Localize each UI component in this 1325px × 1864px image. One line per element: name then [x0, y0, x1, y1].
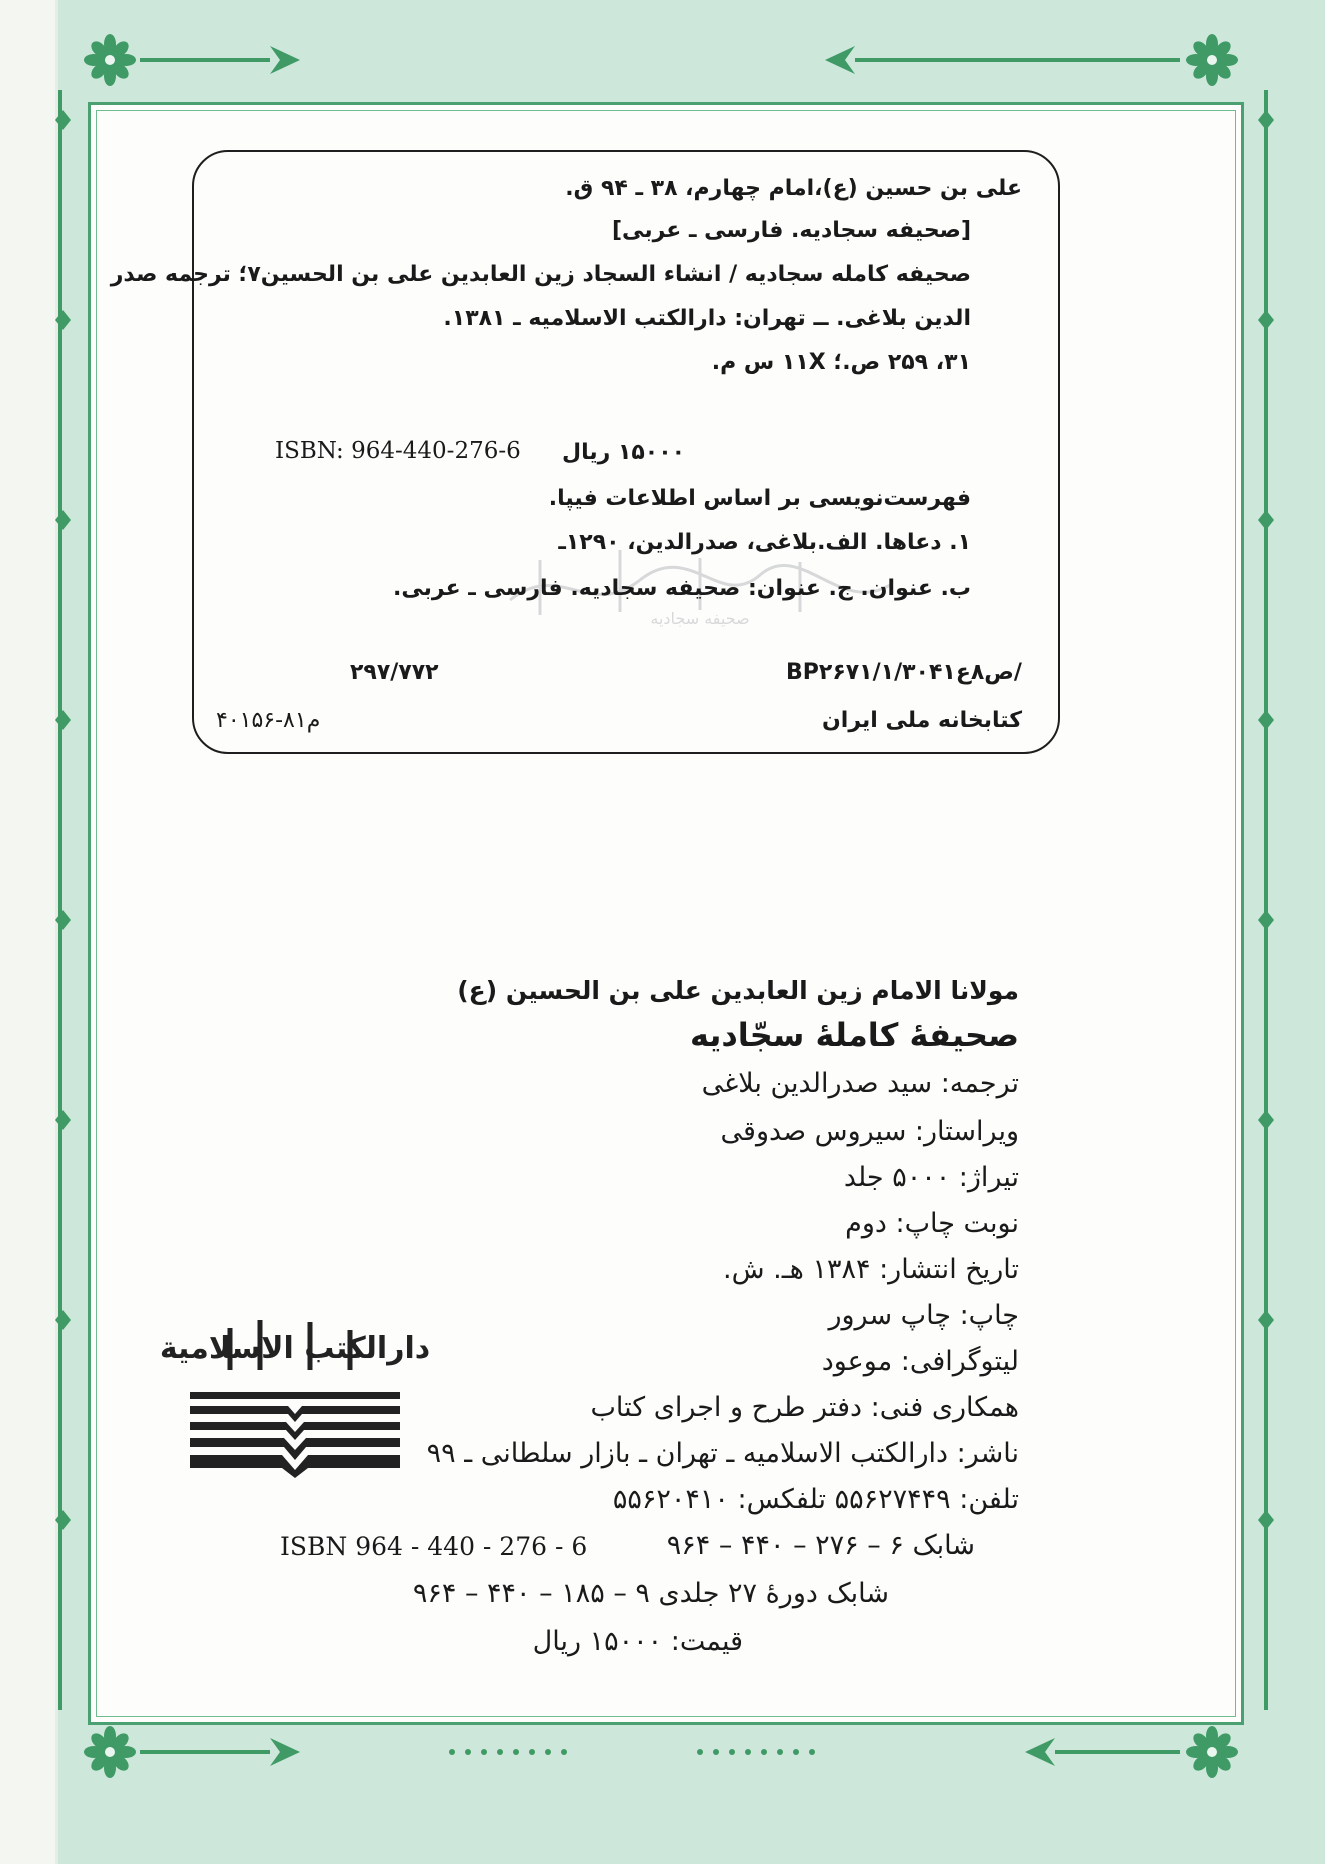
colophon-author: مولانا الامام زین العابدین علی بن الحسین (ع): [457, 976, 1019, 1005]
colophon-lithography: لیتوگرافی: موعود: [821, 1346, 1019, 1377]
catalog-subject-2: ب. عنوان. ج. عنوان: صحیفه سجادیه. فارسی ـ عربی.: [393, 576, 971, 601]
colophon-circulation: تیراژ: ۵۰۰۰ جلد: [843, 1162, 1019, 1193]
publisher-logo-text: دارالکتب الاسلامیة: [159, 1331, 431, 1366]
catalog-imprint-line: الدین بلاغی. ــ تهران: دارالکتب الاسلامیه ـ ۱۳۸۱.: [443, 306, 971, 331]
colophon-price: قیمت: ۱۵۰۰۰ ریال: [532, 1626, 743, 1657]
colophon-translator: ترجمه: سید صدرالدین بلاغی: [701, 1068, 1019, 1099]
colophon-technical: همکاری فنی: دفتر طرح و اجرای کتاب: [590, 1392, 1019, 1423]
colophon-publisher: ناشر: دارالکتب الاسلامیه ـ تهران ـ بازار سلطانی ـ ۹۹: [426, 1438, 1019, 1469]
colophon-phone: تلفن: ۵۵۶۲۷۴۴۹ تلفکس: ۵۵۶۲۰۴۱۰: [612, 1484, 1019, 1515]
catalog-library: کتابخانه ملی ایران: [822, 708, 1022, 733]
colophon-title: صحیفهٔ کاملهٔ سجّادیه: [689, 1016, 1019, 1054]
catalog-isbn: ISBN: 964-440-276-6: [275, 438, 521, 464]
catalog-record-number: م۸۱-۴۰۱۵۶: [216, 708, 321, 733]
publisher-logo: [159, 1310, 431, 1478]
catalog-dewey: ۲۹۷/۷۷۲: [350, 660, 439, 685]
catalog-title-line: صحیفه کامله سجادیه / انشاء السجاد زین العابدین علی بن الحسین۷؛ ترجمه صدر: [110, 262, 971, 287]
colophon-printer: چاپ: چاپ سرور: [828, 1300, 1019, 1331]
colophon-isbn-persian: شابک ۶ – ۲۷۶ – ۴۴۰ – ۹۶۴: [666, 1530, 975, 1561]
catalog-pagination-line: ۳۱، ۲۵۹ ص.؛ ۱۱X س م.: [711, 350, 971, 375]
colophon-isbn-latin: ISBN 964 - 440 - 276 - 6: [280, 1532, 588, 1561]
watermark-text: صحیفه سجادیه: [650, 609, 750, 628]
colophon-edition: نوبت چاپ: دوم: [845, 1208, 1019, 1239]
colophon-editor: ویراستار: سیروس صدوقی: [720, 1116, 1019, 1147]
catalog-cip-note: فهرست‌نویسی بر اساس اطلاعات فیپا.: [548, 486, 971, 511]
catalog-author-line: علی بن حسین (ع)،امام چهارم، ۳۸ ـ ۹۴ ق.: [565, 176, 1022, 201]
catalog-price: ۱۵۰۰۰ ریال: [562, 440, 686, 465]
catalog-subject-1: ۱. دعاها. الف.بلاغی، صدرالدین، ۱۲۹۰ـ: [558, 530, 971, 555]
catalog-classification: BP۲۶۷۱/۱/۳۰۴۱ص۸ع/: [786, 660, 1022, 685]
catalog-uniform-title: [صحیفه سجادیه. فارسی ـ عربی]: [612, 218, 971, 243]
colophon-set-isbn: شابک دورهٔ ۲۷ جلدی ۹ – ۱۸۵ – ۴۴۰ – ۹۶۴: [412, 1578, 889, 1609]
colophon-publication-date: تاریخ انتشار: ۱۳۸۴ هـ. ش.: [723, 1254, 1019, 1285]
